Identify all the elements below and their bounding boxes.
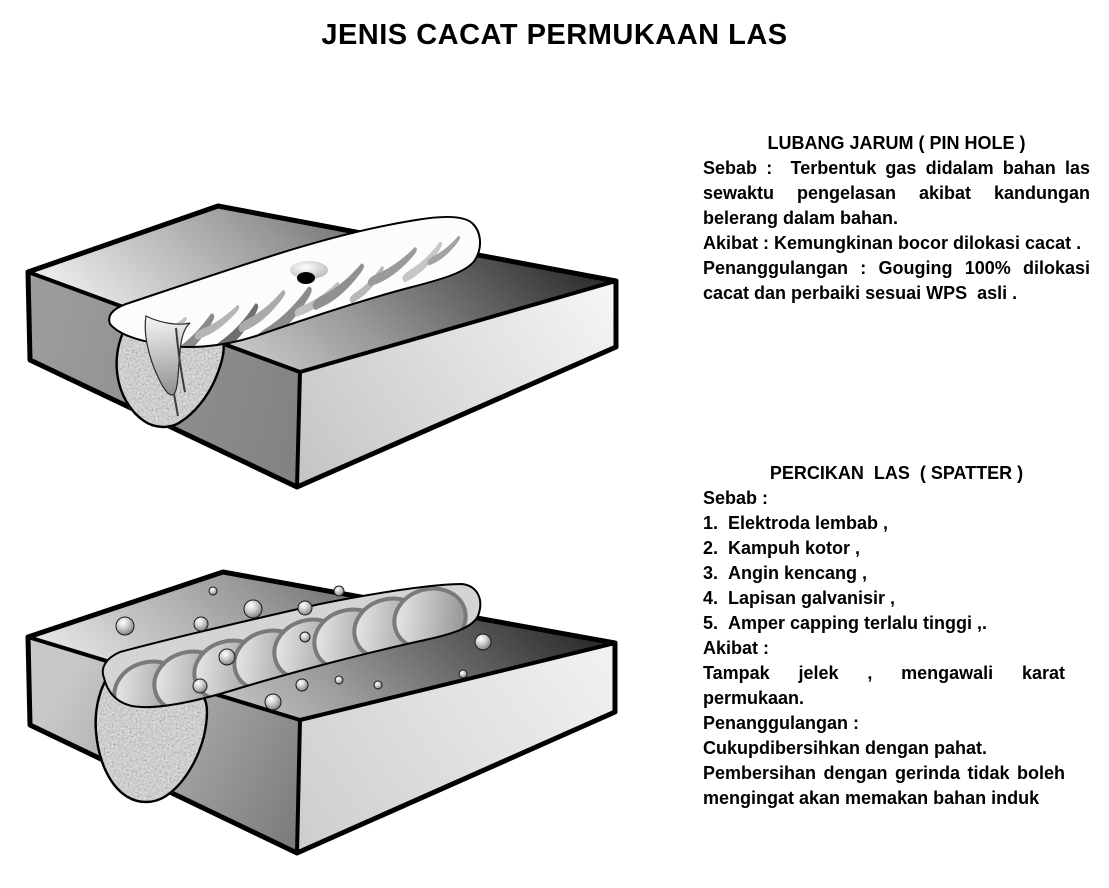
spatter-ball — [334, 586, 344, 596]
spatter-ball — [298, 601, 312, 615]
spatter-ball — [194, 617, 208, 631]
spatter-ball — [116, 617, 134, 635]
spatter-ball — [459, 670, 467, 678]
spatter-cause-item — [703, 536, 1090, 561]
cause-number: 1. — [703, 513, 719, 533]
pinhole-heading: LUBANG JARUM ( PIN HOLE ) — [767, 133, 1026, 153]
spatter-cause-item — [703, 586, 1090, 611]
spatter-penanggulangan-label: Penanggulangan : — [703, 713, 860, 733]
spatter-heading: PERCIKAN LAS ( SPATTER ) — [769, 463, 1024, 483]
spatter-ball — [209, 587, 217, 595]
cause-text: Amper capping terlalu tinggi ,. — [728, 613, 988, 633]
cause-text: Elektroda lembab , — [728, 513, 889, 533]
cause-text: Kampuh kotor , — [728, 538, 861, 558]
cause-number: 3. — [703, 563, 719, 583]
pin-hole-illustration — [0, 120, 650, 500]
cause-number: 4. — [703, 588, 719, 608]
spatter-ball — [296, 679, 308, 691]
spatter-akibat-paragraph: Tampak jelek , mengawali karat permukaan. — [703, 663, 1065, 708]
spatter-penanggulangan-line1: Cukupdibersihkan dengan pahat. — [703, 738, 988, 758]
pinhole-penanggulangan-paragraph: Penanggulangan : Gouging 100% dilokasi cacat dan perbaiki sesuai WPS asli . — [703, 258, 1090, 303]
pinhole-sebab-paragraph: Sebab : Terbentuk gas didalam bahan las sewaktu pengelasan akibat kandungan belerang dalam bahan. — [703, 158, 1090, 228]
spatter-ball — [374, 681, 382, 689]
spatter-ball — [219, 649, 235, 665]
pin-hole-dot — [297, 272, 315, 284]
spatter-ball — [300, 632, 310, 642]
cause-text: Lapisan galvanisir , — [728, 588, 896, 608]
pinhole-section — [703, 131, 1090, 306]
spatter-ball — [475, 634, 491, 650]
cause-number: 5. — [703, 613, 719, 633]
spatter-akibat-label: Akibat : — [703, 638, 770, 658]
spatter-cause-item — [703, 611, 1090, 636]
spatter-ball — [265, 694, 281, 710]
spatter-ball — [193, 679, 207, 693]
spatter-illustration — [0, 540, 660, 888]
page-title: JENIS CACAT PERMUKAAN LAS — [321, 19, 788, 51]
cause-number: 2. — [703, 538, 719, 558]
cause-text: Angin kencang , — [728, 563, 868, 583]
spatter-section — [703, 461, 1090, 811]
spatter-sebab-label: Sebab : — [703, 488, 769, 508]
spatter-ball — [244, 600, 262, 618]
pinhole-akibat-paragraph: Akibat : Kemungkinan bocor dilokasi cacat . — [703, 233, 1082, 253]
spatter-penanggulangan-paragraph: Pembersihan dengan gerinda tidak boleh mengingat akan memakan bahan induk — [703, 763, 1065, 808]
spatter-cause-item — [703, 511, 1090, 536]
spatter-ball — [335, 676, 343, 684]
spatter-cause-item — [703, 561, 1090, 586]
